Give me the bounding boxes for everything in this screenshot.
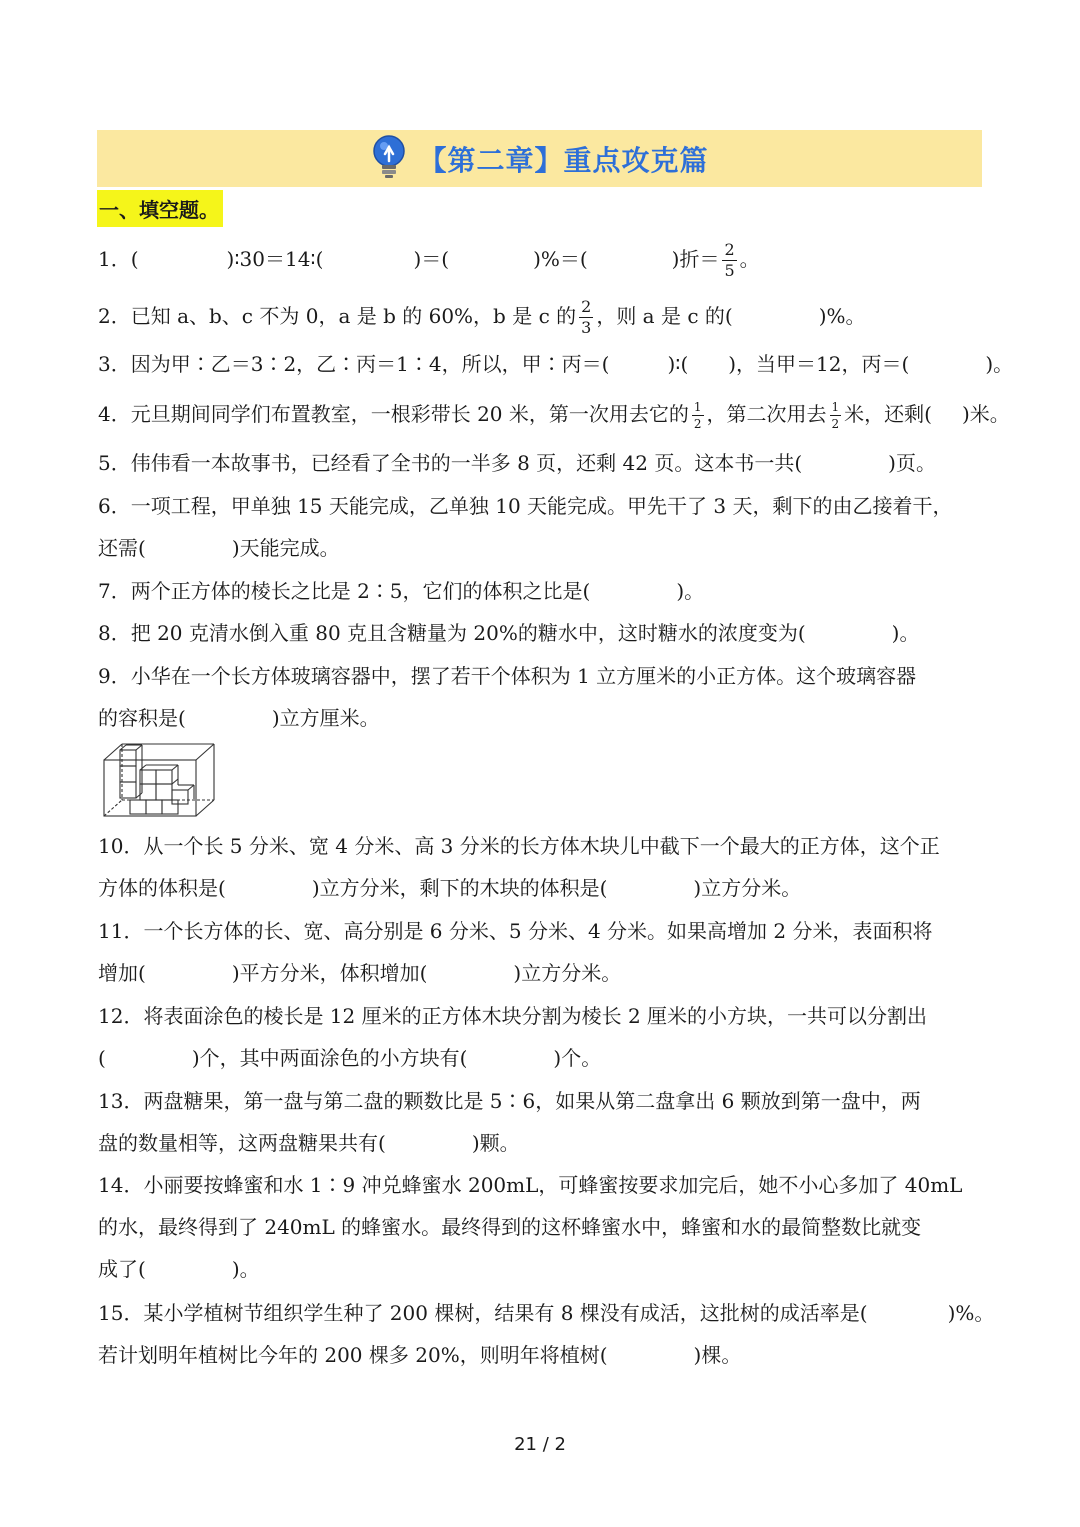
fraction <box>692 401 704 430</box>
q4-text: 4．元旦期间同学们布置教室，一根彩带长 20 米，第一次用去它的 <box>98 402 689 426</box>
question-13 <box>98 1080 988 1164</box>
q10-text: 方体的体积是( <box>98 876 226 900</box>
q13-text: 盘的数量相等，这两盘糖果共有( <box>98 1131 386 1155</box>
q3-text: )∶( <box>667 352 689 376</box>
q5-text: )页。 <box>888 451 936 475</box>
q1-text: )折＝ <box>671 247 720 271</box>
fraction <box>579 299 593 336</box>
q14-line <box>98 1248 988 1290</box>
q12-text: )个，其中两面涂色的小方块有( <box>191 1046 468 1070</box>
q9-text: )立方厘米。 <box>271 706 380 730</box>
fraction-numerator: 1 <box>693 400 702 414</box>
q15-text: )棵。 <box>693 1343 742 1367</box>
fraction-denominator: 2 <box>693 417 702 431</box>
question-2 <box>98 295 988 337</box>
q2-text: 2．已知 a、b、c 不为 0，a 是 b 的 60%，b 是 c 的 <box>98 304 577 328</box>
q5-text: 5．伟伟看一本故事书，已经看了全书的一半多 8 页，还剩 42 页。这本书一共( <box>98 451 803 475</box>
fraction <box>722 242 736 279</box>
q7-text: 7．两个正方体的棱长之比是 2∶5，它们的体积之比是( <box>98 579 591 603</box>
q1-text: 。 <box>739 247 760 271</box>
question-4 <box>98 393 1010 435</box>
q14-text: )。 <box>231 1257 260 1281</box>
q11-text: )立方分米。 <box>513 961 622 985</box>
glass-container-figure <box>100 740 220 824</box>
section-heading: 一、填空题。 <box>97 190 223 227</box>
q15-text: 若计划明年植树比今年的 200 棵多 20%，则明年将植树( <box>98 1343 608 1367</box>
question-7 <box>98 570 988 612</box>
q15-text: )%。 <box>947 1301 995 1325</box>
question-1 <box>98 238 988 280</box>
fraction-denominator: 2 <box>831 417 840 431</box>
q14-text: 成了( <box>98 1257 146 1281</box>
fraction <box>830 401 842 430</box>
q3-text: 3．因为甲∶乙＝3∶2，乙∶丙＝1∶4，所以，甲∶丙＝( <box>98 352 610 376</box>
q4-text: )米。 <box>961 402 1010 426</box>
q10-line <box>98 867 988 909</box>
q4-text: 米，还剩( <box>844 402 932 426</box>
question-8 <box>98 612 988 654</box>
q1-text: )＝( <box>413 247 450 271</box>
q13-line <box>98 1122 988 1164</box>
page-number: 21 / 2 <box>514 1434 566 1455</box>
q12-text: ( <box>98 1046 106 1070</box>
q12-line: 12．将表面涂色的棱长是 12 厘米的正方体木块分割为棱长 2 厘米的小方块，一共可以分割出 <box>98 1004 928 1028</box>
q1-text: )%＝( <box>533 247 588 271</box>
q2-text: ，则 a 是 c 的( <box>596 304 733 328</box>
chapter-banner <box>97 130 982 187</box>
question-12 <box>98 995 988 1079</box>
question-15 <box>98 1292 995 1376</box>
lightbulb-icon <box>370 134 408 184</box>
q10-line: 10．从一个长 5 分米、宽 4 分米、高 3 分米的长方体木块儿中截下一个最大的正方体，这个正 <box>98 834 940 858</box>
question-5 <box>98 442 988 484</box>
fraction-numerator: 2 <box>724 240 735 259</box>
q3-text: )。 <box>985 352 1014 376</box>
q15-line <box>98 1292 995 1334</box>
q11-line <box>98 952 988 994</box>
fraction-numerator: 1 <box>831 400 840 414</box>
q10-text: )立方分米，剩下的木块的体积是( <box>311 876 608 900</box>
q1-text: 1．( <box>98 247 139 271</box>
q7-text: )。 <box>676 579 705 603</box>
q8-text: 8．把 20 克清水倒入重 80 克且含糖量为 20%的糖水中，这时糖水的浓度变为( <box>98 621 806 645</box>
question-6 <box>98 485 988 569</box>
q11-line: 11．一个长方体的长、宽、高分别是 6 分米、5 分米、4 分米。如果高增加 2 分米，表面积将 <box>98 919 933 943</box>
q1-text: )∶30＝14∶( <box>226 247 324 271</box>
question-14 <box>98 1164 988 1290</box>
q11-text: )平方分米，体积增加( <box>231 961 428 985</box>
fraction-numerator: 2 <box>581 297 592 316</box>
q3-text: )，当甲＝12，丙＝( <box>728 352 910 376</box>
fraction-denominator: 3 <box>581 318 592 337</box>
q9-line <box>98 697 988 739</box>
q12-line <box>98 1037 988 1079</box>
question-9 <box>98 655 988 739</box>
q9-line: 9．小华在一个长方体玻璃容器中，摆了若干个体积为 1 立方厘米的小正方体。这个玻璃容器 <box>98 664 917 688</box>
q2-text: )%。 <box>818 304 866 328</box>
question-10 <box>98 825 988 909</box>
q4-text: ，第二次用去 <box>706 402 827 426</box>
q6-line <box>98 527 988 569</box>
q15-text: 15．某小学植树节组织学生种了 200 棵树，结果有 8 棵没有成活，这批树的成活率是( <box>98 1301 868 1325</box>
question-11 <box>98 910 988 994</box>
q14-line: 的水，最终得到了 240mL 的蜂蜜水。最终得到的这杯蜂蜜水中，蜂蜜和水的最简整数比就变 <box>98 1215 922 1239</box>
page-title: 【第二章】重点攻克篇 <box>418 143 709 177</box>
q14-line: 14．小丽要按蜂蜜和水 1∶9 冲兑蜂蜜水 200mL，可蜂蜜按要求加完后，她不小心多加了 40mL <box>98 1173 963 1197</box>
q11-text: 增加( <box>98 961 146 985</box>
q13-line: 13．两盘糖果，第一盘与第二盘的颗数比是 5∶6，如果从第二盘拿出 6 颗放到第一盘中，两 <box>98 1089 921 1113</box>
q6-line: 6．一项工程，甲单独 15 天能完成，乙单独 10 天能完成。甲先干了 3 天，剩下的由乙接着干， <box>98 494 953 518</box>
q12-text: )个。 <box>553 1046 602 1070</box>
q13-text: )颗。 <box>471 1131 520 1155</box>
question-3 <box>98 343 1014 385</box>
q6-text: )天能完成。 <box>231 536 340 560</box>
q8-text: )。 <box>891 621 920 645</box>
q9-text: 的容积是( <box>98 706 186 730</box>
fraction-denominator: 5 <box>724 261 735 280</box>
q10-text: )立方分米。 <box>693 876 802 900</box>
q6-text: 还需( <box>98 536 146 560</box>
q15-line <box>98 1334 988 1376</box>
